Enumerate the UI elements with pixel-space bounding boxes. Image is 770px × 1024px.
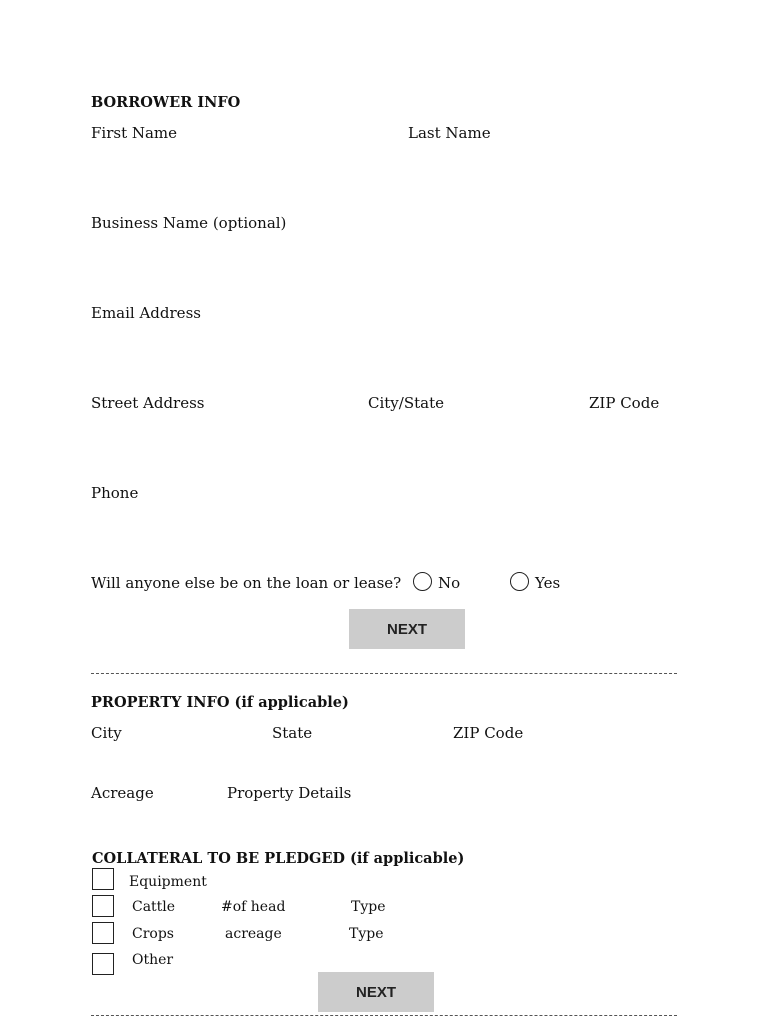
- city-state-field[interactable]: [368, 416, 568, 466]
- zip-code-field[interactable]: [589, 416, 677, 466]
- property-city-label: City: [91, 724, 122, 742]
- crops-acreage-label: acreage: [225, 926, 282, 942]
- acreage-field[interactable]: [91, 806, 211, 842]
- property-details-field[interactable]: [227, 806, 667, 842]
- city-state-label: City/State: [368, 394, 444, 412]
- acreage-label: Acreage: [91, 784, 154, 802]
- checkbox-crops[interactable]: [92, 922, 114, 944]
- radio-yes-label: Yes: [535, 574, 561, 592]
- checkbox-cattle[interactable]: [92, 895, 114, 917]
- property-details-label: Property Details: [227, 784, 352, 802]
- last-name-label: Last Name: [408, 124, 491, 142]
- email-label: Email Address: [91, 304, 201, 322]
- collateral-crops-label: Crops: [132, 926, 174, 942]
- crops-type-label: Type: [349, 926, 384, 942]
- property-zip-field[interactable]: [453, 746, 613, 782]
- collateral-cattle-label: Cattle: [132, 899, 176, 915]
- street-address-field[interactable]: [91, 416, 351, 466]
- radio-no-label: No: [438, 574, 461, 592]
- property-state-label: State: [272, 724, 313, 742]
- checkbox-other[interactable]: [92, 953, 114, 975]
- checkbox-equipment[interactable]: [92, 868, 114, 890]
- collateral-heading: COLLATERAL TO BE PLEDGED (if applicable): [92, 850, 465, 867]
- radio-yes[interactable]: [510, 572, 529, 591]
- property-state-field[interactable]: [272, 746, 432, 782]
- first-name-label: First Name: [91, 124, 178, 142]
- property-zip-label: ZIP Code: [453, 724, 524, 742]
- first-name-field[interactable]: [91, 146, 381, 196]
- collateral-next-button[interactable]: NEXT: [318, 972, 434, 1012]
- property-info-heading: PROPERTY INFO (if applicable): [91, 694, 349, 711]
- email-field[interactable]: [91, 326, 677, 376]
- collateral-other-label: Other: [132, 952, 174, 968]
- section-divider-bottom: [91, 1015, 677, 1016]
- business-name-label: Business Name (optional): [91, 214, 287, 232]
- borrower-info-heading: BORROWER INFO: [91, 94, 241, 111]
- collateral-equipment-label: Equipment: [129, 874, 207, 890]
- phone-field[interactable]: [91, 506, 391, 556]
- cattle-head-count-label: #of head: [221, 899, 286, 915]
- borrower-next-button[interactable]: NEXT: [349, 609, 465, 649]
- phone-label: Phone: [91, 484, 139, 502]
- cattle-type-label: Type: [351, 899, 386, 915]
- last-name-field[interactable]: [408, 146, 678, 196]
- property-city-field[interactable]: [91, 746, 251, 782]
- section-divider: [91, 673, 677, 674]
- zip-code-label: ZIP Code: [589, 394, 660, 412]
- street-address-label: Street Address: [91, 394, 205, 412]
- co-borrower-question: Will anyone else be on the loan or lease?: [91, 574, 402, 592]
- business-name-field[interactable]: [91, 236, 677, 286]
- radio-no[interactable]: [413, 572, 432, 591]
